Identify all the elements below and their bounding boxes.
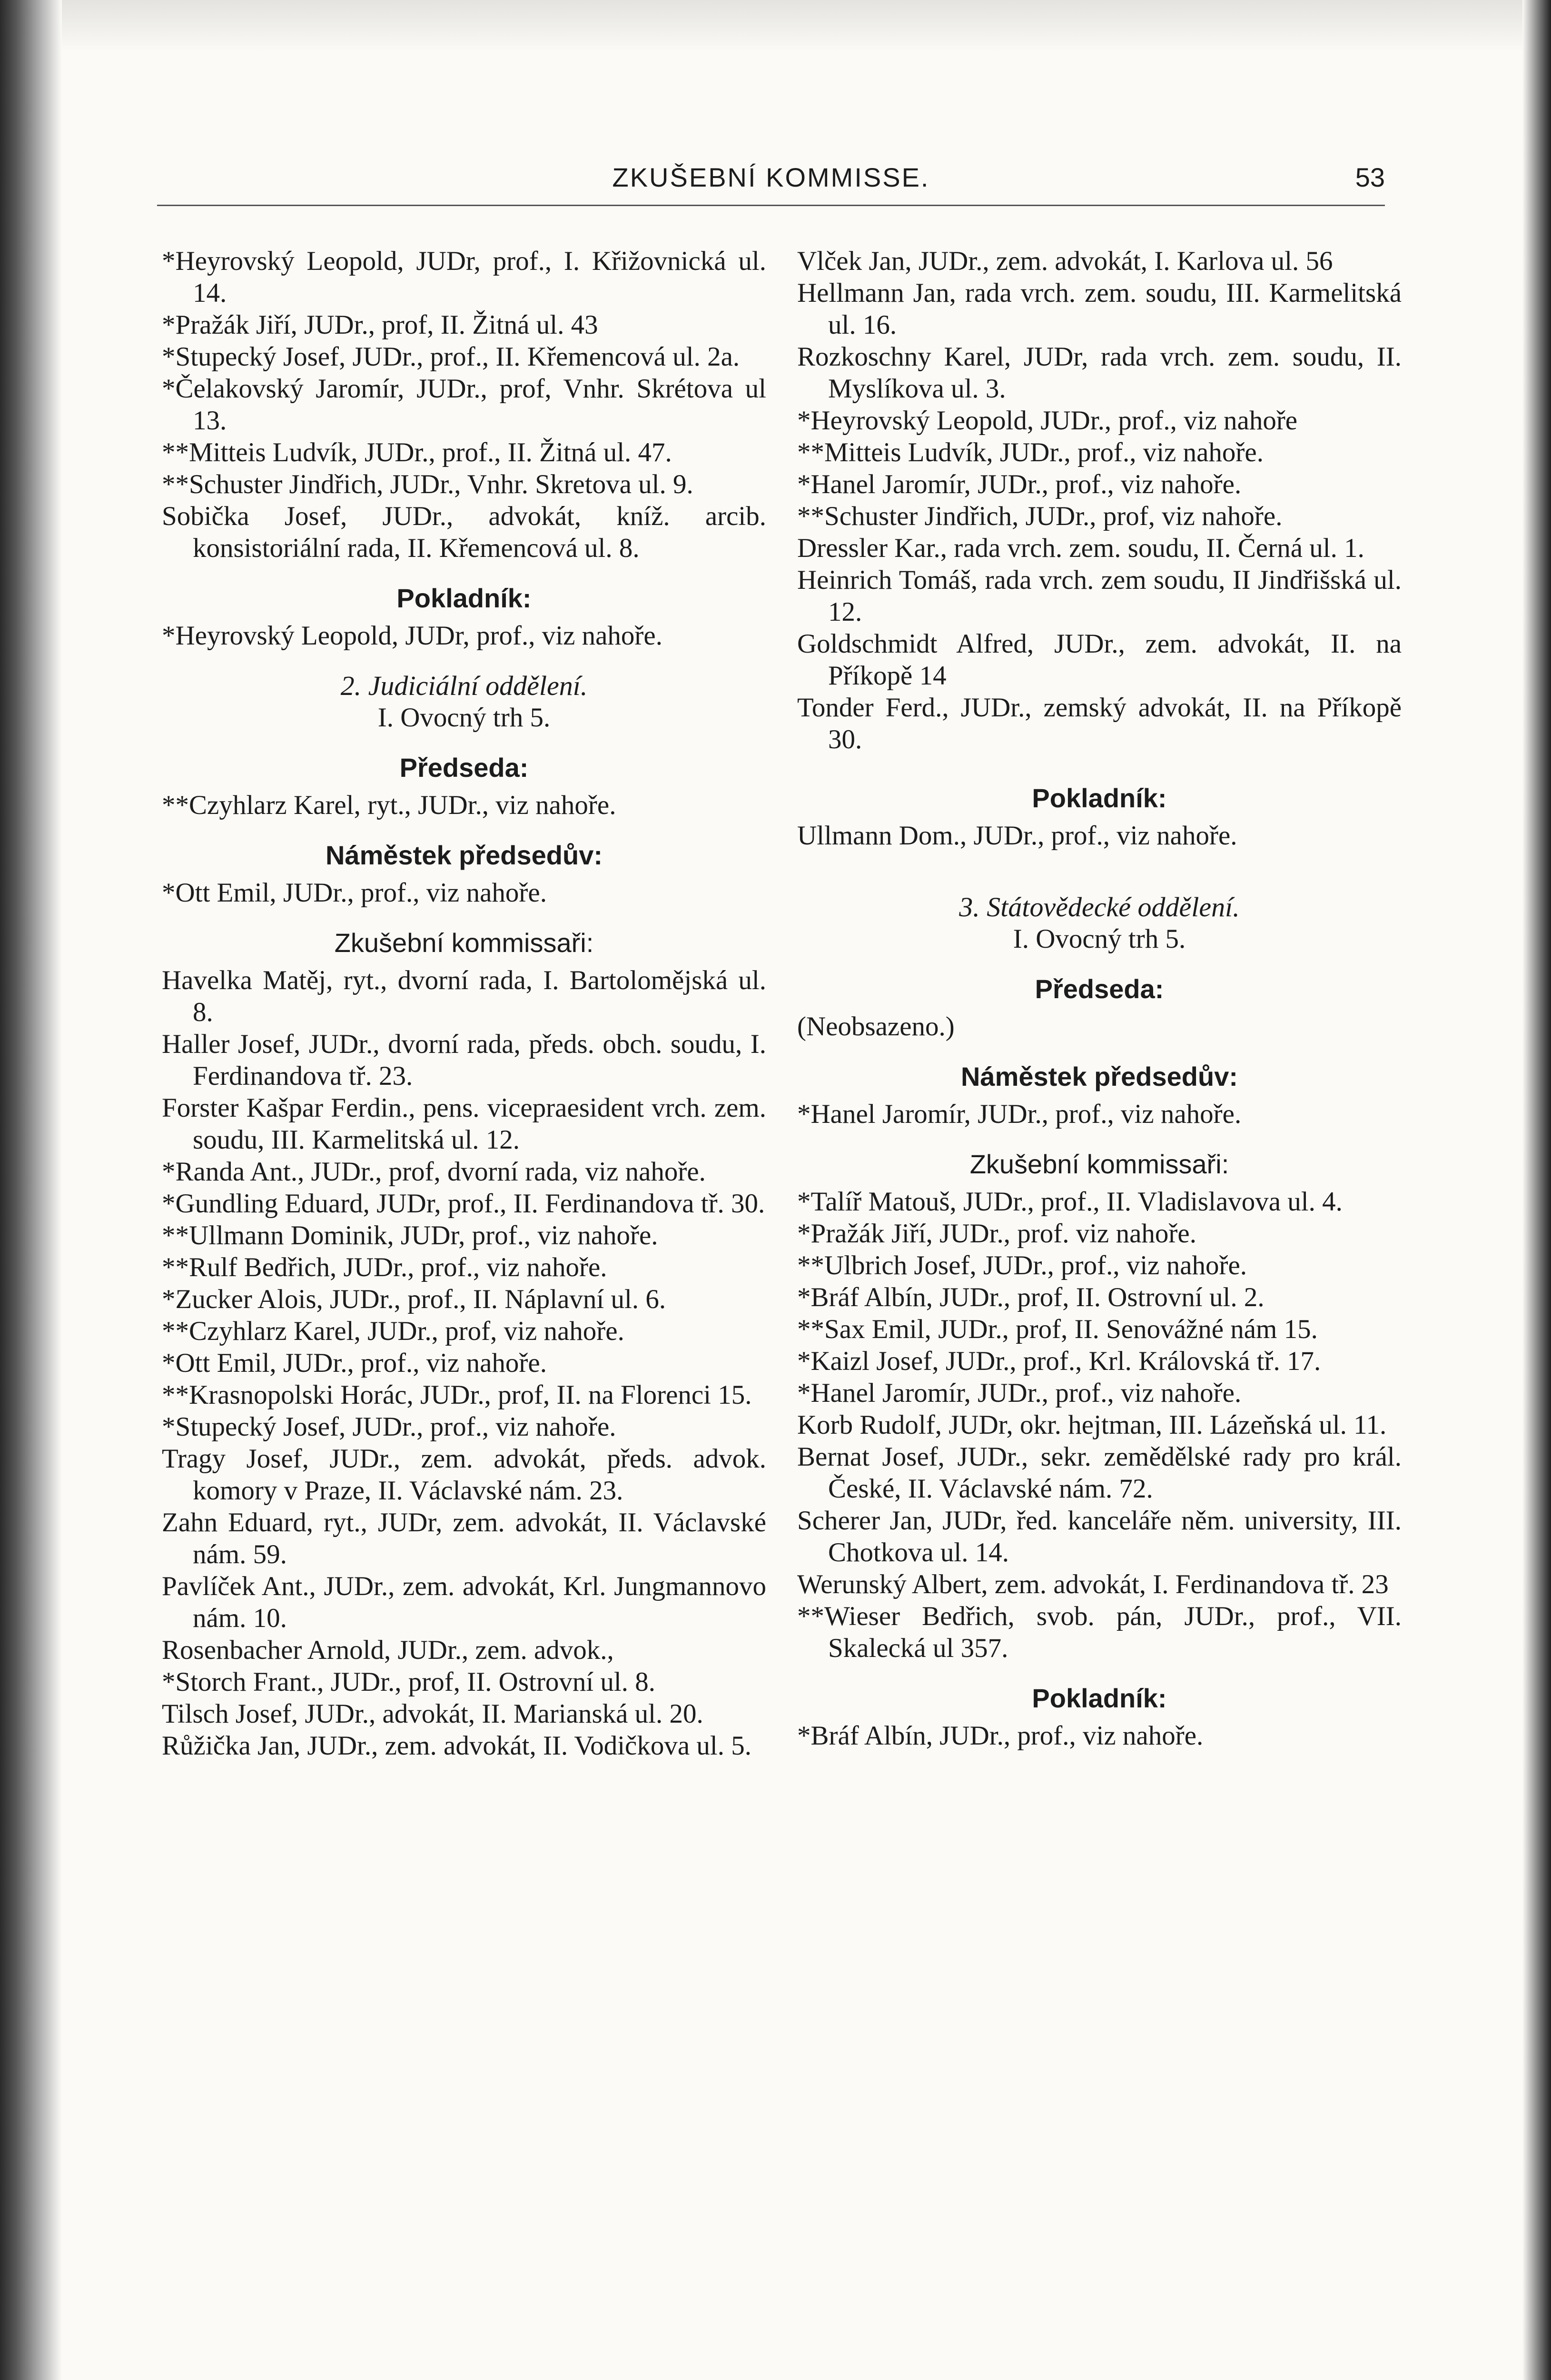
list-item: *Pražák Jiří, JUDr., prof. viz nahoře. [797, 1219, 1196, 1249]
scan-edge-right [1522, 0, 1551, 2380]
section-title: 2. Judiciální oddělení. [340, 670, 588, 701]
list-item: Rozkoschny Karel, JUDr, rada vrch. zem. soudu, II. Myslíkova ul. 3. [797, 342, 1402, 404]
list-item: Tilsch Josef, JUDr., advokát, II. Marianská ul. 20. [162, 1699, 703, 1729]
list-item: Rosenbacher Arnold, JUDr., zem. advok., [162, 1635, 614, 1665]
list-item: **Ullmann Dominik, JUDr, prof., viz nahoře. [162, 1220, 658, 1250]
scan-edge-left [0, 0, 62, 2380]
list-item: Korb Rudolf, JUDr, okr. hejtman, III. Lázeňská ul. 11. [797, 1410, 1387, 1440]
header-rule [157, 205, 1385, 206]
list-item: **Krasnopolski Horác, JUDr., prof, II. na Florenci 15. [162, 1380, 752, 1410]
pokladnik-heading: Pokladník: [396, 583, 532, 613]
page-header [157, 162, 1385, 200]
list-item: Bernat Josef, JUDr., sekr. zemědělské rady pro král. České, II. Václavské nám. 72. [797, 1442, 1402, 1504]
list-item: **Rulf Bedřich, JUDr., prof., viz nahoře. [162, 1252, 607, 1282]
left-column [162, 245, 766, 1762]
list-item: Dressler Kar., rada vrch. zem. soudu, II. Černá ul. 1. [797, 533, 1364, 563]
pokladnik-heading: Pokladník: [1032, 1683, 1167, 1713]
predseda-heading: Předseda: [399, 753, 529, 783]
list-item: *Stupecký Josef, JUDr., prof., II. Křemencová ul. 2a. [162, 342, 740, 372]
list-item: *Stupecký Josef, JUDr., prof., viz nahoře. [162, 1412, 616, 1442]
list-item: Werunský Albert, zem. advokát, I. Ferdinandova tř. 23 [797, 1569, 1389, 1599]
list-item: **Schuster Jindřich, JUDr., prof, viz nahoře. [797, 501, 1283, 531]
list-item: *Heyrovský Leopold, JUDr, prof., I. Křižovnická ul. 14. [162, 246, 766, 308]
list-item: *Gundling Eduard, JUDr, prof., II. Ferdinandova tř. 30. [162, 1189, 765, 1219]
list-item: *Talíř Matouš, JUDr., prof., II. Vladislavova ul. 4. [797, 1187, 1343, 1217]
list-item: *Hanel Jaromír, JUDr., prof., viz nahoře. [797, 1378, 1242, 1408]
list-item: *Randa Ant., JUDr., prof, dvorní rada, viz nahoře. [162, 1157, 706, 1187]
list-item: **Czyhlarz Karel, ryt., JUDr., viz nahoře. [162, 790, 616, 820]
list-item: Ullmann Dom., JUDr., prof., viz nahoře. [797, 821, 1237, 851]
list-item: *Hanel Jaromír, JUDr., prof., viz nahoře. [797, 469, 1242, 499]
section-address: I. Ovocný trh 5. [1013, 924, 1186, 954]
list-item: *Čelakovský Jaromír, JUDr., prof, Vnhr. Skrétova ul 13. [162, 374, 766, 436]
list-item: *Ott Emil, JUDr., prof., viz nahoře. [162, 1348, 547, 1378]
list-item: *Bráf Albín, JUDr., prof., viz nahoře. [797, 1721, 1204, 1751]
list-item: *Hanel Jaromír, JUDr., prof., viz nahoře. [797, 1099, 1242, 1129]
pokladnik-heading: Pokladník: [1032, 783, 1167, 813]
list-item: Haller Josef, JUDr., dvorní rada, předs. obch. soudu, I. Ferdinandova tř. 23. [162, 1029, 766, 1091]
list-item: **Sax Emil, JUDr., prof, II. Senovážné nám 15. [797, 1314, 1318, 1344]
list-item: *Zucker Alois, JUDr., prof., II. Náplavní ul. 6. [162, 1284, 666, 1314]
list-item: Havelka Matěj, ryt., dvorní rada, I. Bartolomějská ul. 8. [162, 965, 766, 1027]
list-item: *Heyrovský Leopold, JUDr., prof., viz nahoře [797, 406, 1298, 436]
list-item: **Ulbrich Josef, JUDr., prof., viz nahoře. [797, 1250, 1247, 1280]
list-item: *Pražák Jiří, JUDr., prof, II. Žitná ul. 43 [162, 310, 598, 340]
list-item: Pavlíček Ant., JUDr., zem. advokát, Krl. Jungmannovo nám. 10. [162, 1571, 766, 1633]
list-item: Tragy Josef, JUDr., zem. advokát, předs. advok. komory v Praze, II. Václavské nám. 23. [162, 1444, 766, 1506]
right-column [797, 245, 1402, 1752]
list-item: *Heyrovský Leopold, JUDr, prof., viz nahoře. [162, 621, 662, 651]
list-item: Hellmann Jan, rada vrch. zem. soudu, III. Karmelitská ul. 16. [797, 278, 1402, 340]
page-number: 53 [1355, 162, 1385, 192]
list-item: Goldschmidt Alfred, JUDr., zem. advokát, II. na Příkopě 14 [797, 629, 1402, 691]
list-item: Sobička Josef, JUDr., advokát, kníž. arcib. konsistoriální rada, II. Křemencová ul. 8. [162, 501, 766, 563]
list-item: *Bráf Albín, JUDr., prof, II. Ostrovní ul. 2. [797, 1282, 1265, 1312]
scan-edge-top [0, 0, 1551, 52]
namestek-heading: Náměstek předsedův: [960, 1061, 1238, 1091]
komisari-heading: Zkušební kommissaři: [969, 1149, 1229, 1179]
komisari-heading: Zkušební kommissaři: [334, 928, 594, 958]
running-head: ZKUŠEBNÍ KOMMISSE. [612, 162, 930, 192]
list-item: *Ott Emil, JUDr., prof., viz nahoře. [162, 878, 547, 908]
vacant-note: (Neobsazeno.) [797, 1012, 955, 1041]
list-item: **Mitteis Ludvík, JUDr., prof., II. Žitná ul. 47. [162, 437, 672, 467]
list-item: Zahn Eduard, ryt., JUDr, zem. advokát, II. Václavské nám. 59. [162, 1507, 766, 1569]
section-title: 3. Státovědecké oddělení. [959, 892, 1240, 922]
list-item: Růžička Jan, JUDr., zem. advokát, II. Vodičkova ul. 5. [162, 1731, 751, 1761]
list-item: **Mitteis Ludvík, JUDr., prof., viz nahoře. [797, 437, 1264, 467]
list-item: *Storch Frant., JUDr., prof, II. Ostrovní ul. 8. [162, 1667, 655, 1697]
list-item: *Kaizl Josef, JUDr., prof., Krl. Královská tř. 17. [797, 1346, 1321, 1376]
namestek-heading: Náměstek předsedův: [325, 840, 603, 870]
section-address: I. Ovocný trh 5. [377, 703, 551, 733]
list-item: **Wieser Bedřich, svob. pán, JUDr., prof., VII. Skalecká ul 357. [797, 1601, 1402, 1663]
list-item: Forster Kašpar Ferdin., pens. vicepraesident vrch. zem. soudu, III. Karmelitská ul. 12. [162, 1093, 766, 1155]
list-item: Scherer Jan, JUDr, řed. kanceláře něm. university, III. Chotkova ul. 14. [797, 1506, 1402, 1567]
list-item: Vlček Jan, JUDr., zem. advokát, I. Karlova ul. 56 [797, 246, 1333, 276]
list-item: **Schuster Jindřich, JUDr., Vnhr. Skretova ul. 9. [162, 469, 693, 499]
list-item: **Czyhlarz Karel, JUDr., prof, viz nahoře. [162, 1316, 624, 1346]
predseda-heading: Předseda: [1035, 974, 1164, 1004]
list-item: Heinrich Tomáš, rada vrch. zem soudu, II Jindřišská ul. 12. [797, 565, 1402, 627]
list-item: Tonder Ferd., JUDr., zemský advokát, II. na Příkopě 30. [797, 693, 1402, 754]
